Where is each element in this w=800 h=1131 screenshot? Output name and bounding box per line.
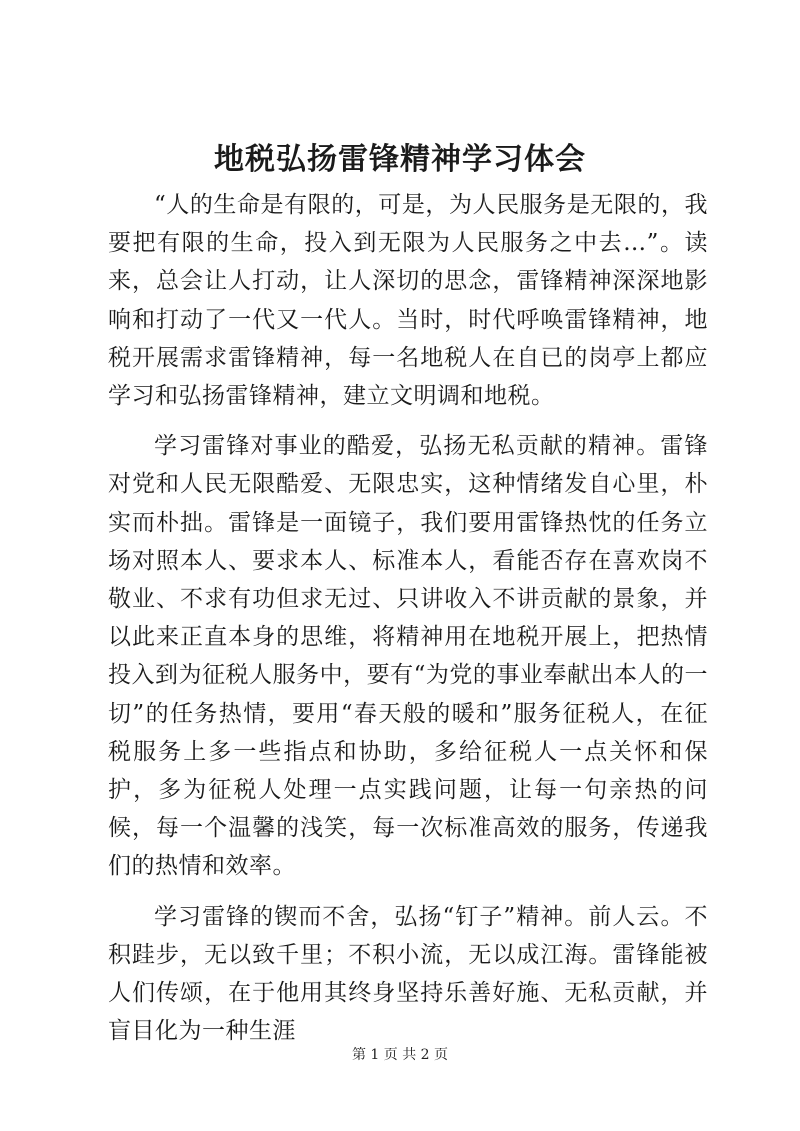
- document-body: [108, 186, 708, 1050]
- paragraph-2: 学习雷锋对事业的酷爱，弘扬无私贡献的精神。雷锋对党和人民无限酷爱、无限忠实，这种情绪发自心里，朴实而朴拙。雷锋是一面镜子，我们要用雷锋热忱的任务立场对照本人、要求本人、标准本人，看能否存在喜欢岗不敬业、不求有功但求无过、只讲收入不讲贡献的景象，并以此来正直本身的思维，将精神用在地税开展上，把热情投入到为征税人服务中，要有“为党的事业奉献出本人的一切”的任务热情，要用“春天般的暖和”服务征税人，在征税服务上多一些指点和协助，多给征税人一点关怀和保护，多为征税人处理一点实践问题，让每一句亲热的问候，每一个温馨的浅笑，每一次标准高效的服务，传递我们的热情和效率。: [108, 433, 708, 880]
- document-title: 地税弘扬雷锋精神学习体会: [214, 142, 586, 177]
- paragraph-1: “人的生命是有限的，可是，为人民服务是无限的，我要把有限的生命，投入到无限为人民服务之中去…”。读来，总会让人打动，让人深切的思念，雷锋精神深深地影响和打动了一代又一代人。当时，时代呼唤雷锋精神，地税开展需求雷锋精神，每一名地税人在自已的岗亭上都应学习和弘扬雷锋精神，建立文明调和地税。: [108, 192, 708, 410]
- page-number-footer: 第 1 页 共 2 页: [351, 1047, 449, 1063]
- paragraph-3: 学习雷锋的锲而不舍，弘扬“钉子”精神。前人云。不积跬步，无以致千里；不积小流，无以成江海。雷锋能被人们传颂，在于他用其终身坚持乐善好施、无私贡献，并盲目化为一种生涯: [108, 903, 708, 1045]
